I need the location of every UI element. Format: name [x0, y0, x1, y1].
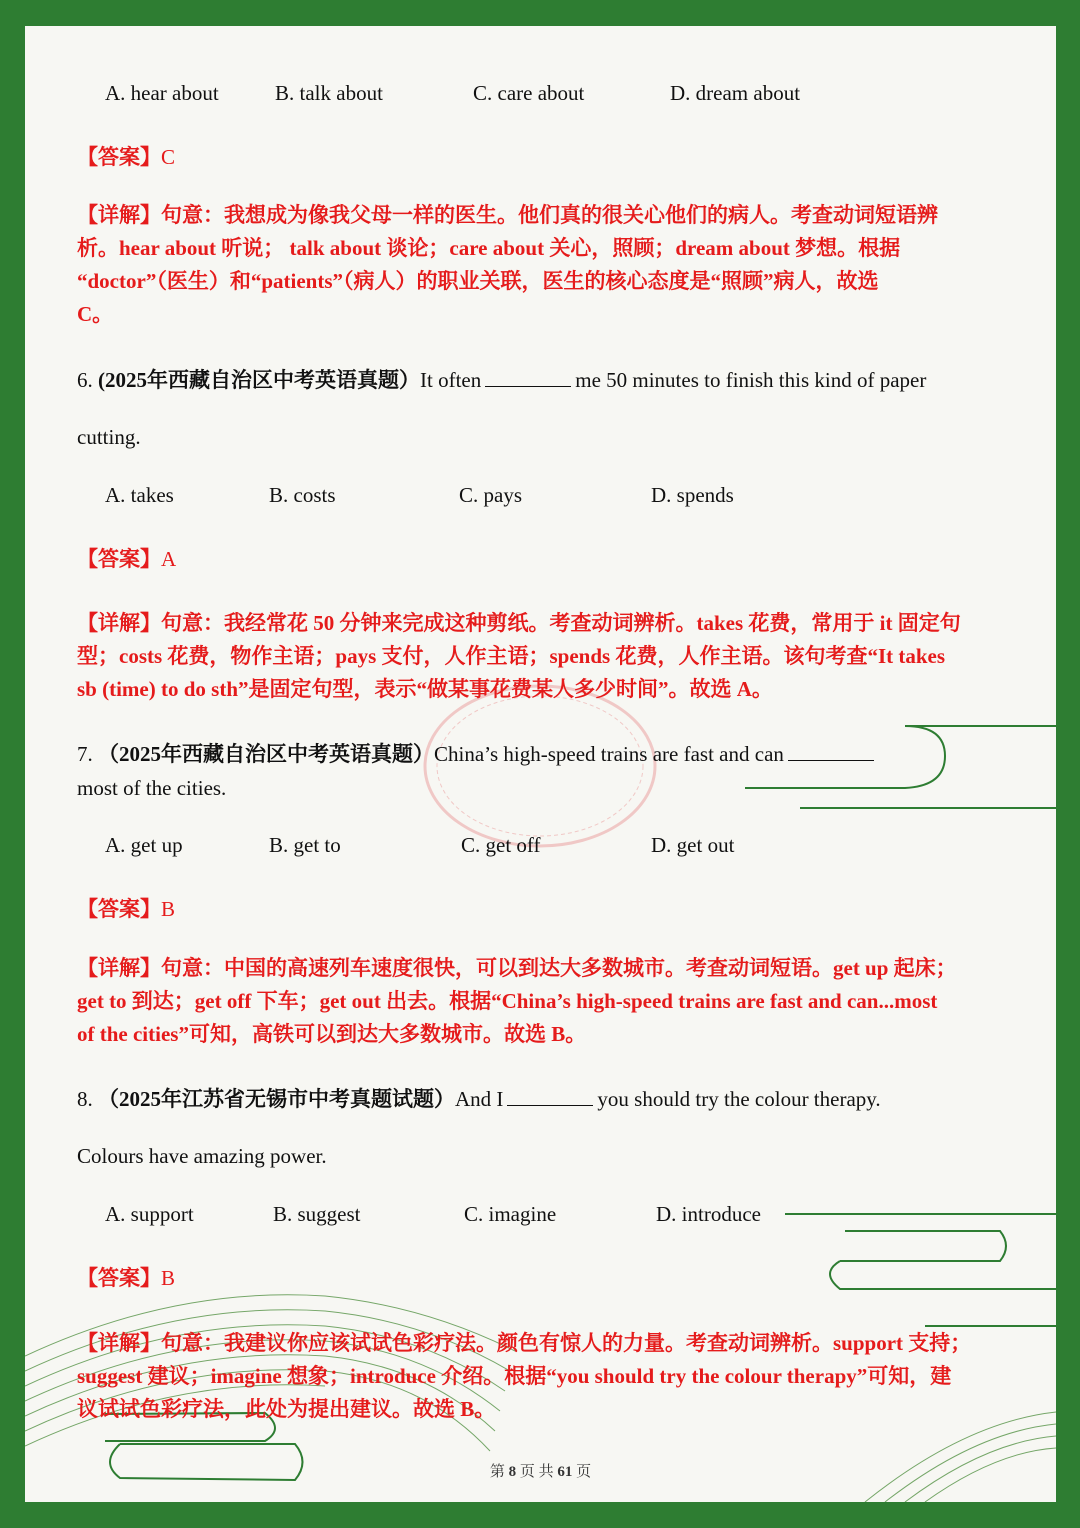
q7-option-d: D. get out — [651, 833, 735, 857]
document-page — [25, 26, 1056, 1502]
q7-stem: 7. （2025年西藏自治区中考英语真题）China’s high-speed trains are fast and can — [77, 738, 1007, 771]
q5-option-d: D. dream about — [670, 81, 801, 105]
q6-blank — [485, 366, 571, 387]
q5-option-b: B. talk about — [275, 81, 383, 105]
q8-explanation: 【详解】句意：我建议你应该试试色彩疗法。颜色有惊人的力量。考查动词辨析。support 支持； suggest 建议；imagine 想象；introduce 介绍。根据“you should try the colour therapy”可知，建 议试试色彩疗法，此处为提出建议。故选 B。 — [77, 1331, 972, 1421]
q6-answer: 【答案】A — [77, 547, 177, 571]
q8-blank — [507, 1085, 593, 1106]
q6-option-a: A. takes — [105, 483, 174, 507]
q7-option-a: A. get up — [105, 833, 183, 857]
q8-option-b: B. suggest — [273, 1202, 361, 1226]
q6-option-d: D. spends — [651, 483, 734, 507]
q5-explanation: 【详解】句意：我想成为像我父母一样的医生。他们真的很关心他们的病人。考查动词短语辨 析。hear about 听说； talk about 谈论；care about 关心，照顾；dream about 梦想。根据 “doctor”（医生）和“patients”（病人）的职业关联，医生的核心态度是“照顾”病人，故选 C。 — [77, 203, 938, 326]
q8-answer: 【答案】B — [77, 1266, 176, 1290]
q7-explanation: 【详解】句意：中国的高速列车速度很快，可以到达大多数城市。考查动词短语。get up 起床； get to 到达；get off 下车；get out 出去。根据“China’s high-speed trains are fast and can...most of the cities”可知，高铁可以到达大多数城市。故选 B。 — [77, 956, 957, 1046]
page-footer: 第 8 页 共 61 页 — [489, 1464, 592, 1480]
q6-explanation: 【详解】句意：我经常花 50 分钟来完成这种剪纸。考查动词辨析。takes 花费，常用于 it 固定句 型；costs 花费，物作主语；pays 支付，人作主语；spends 花费，人作主语。该句考查“It takes sb (time) to do sth”是固定句型，表示“做某事花费某人多少时间”。故选 A。 — [77, 611, 961, 701]
q7-stem-cont: most of the cities. — [77, 776, 227, 800]
current-page-number: 8 — [508, 1464, 517, 1480]
q5-option-c: C. care about — [473, 81, 585, 105]
q6-option-c: C. pays — [459, 483, 522, 507]
q8-option-c: C. imagine — [464, 1202, 557, 1226]
q6-stem: 6. (2025年西藏自治区中考英语真题）It often me 50 minutes to finish this kind of paper — [77, 368, 927, 392]
q7-option-b: B. get to — [269, 833, 341, 857]
q5-answer: 【答案】C — [77, 145, 176, 169]
q8-stem: 8. （2025年江苏省无锡市中考真题试题）And I you should try the colour therapy. — [77, 1087, 881, 1111]
q7-blank — [788, 740, 874, 761]
total-pages: 61 — [557, 1464, 573, 1480]
q6-option-b: B. costs — [269, 483, 336, 507]
q8-option-a: A. support — [105, 1202, 194, 1226]
q7-answer: 【答案】B — [77, 897, 176, 921]
q5-option-a: A. hear about — [105, 81, 219, 105]
q8-stem-cont: Colours have amazing power. — [77, 1144, 327, 1168]
q8-option-d: D. introduce — [656, 1202, 761, 1226]
q6-stem-cont: cutting. — [77, 425, 141, 449]
q7-option-c: C. get off — [461, 833, 541, 857]
